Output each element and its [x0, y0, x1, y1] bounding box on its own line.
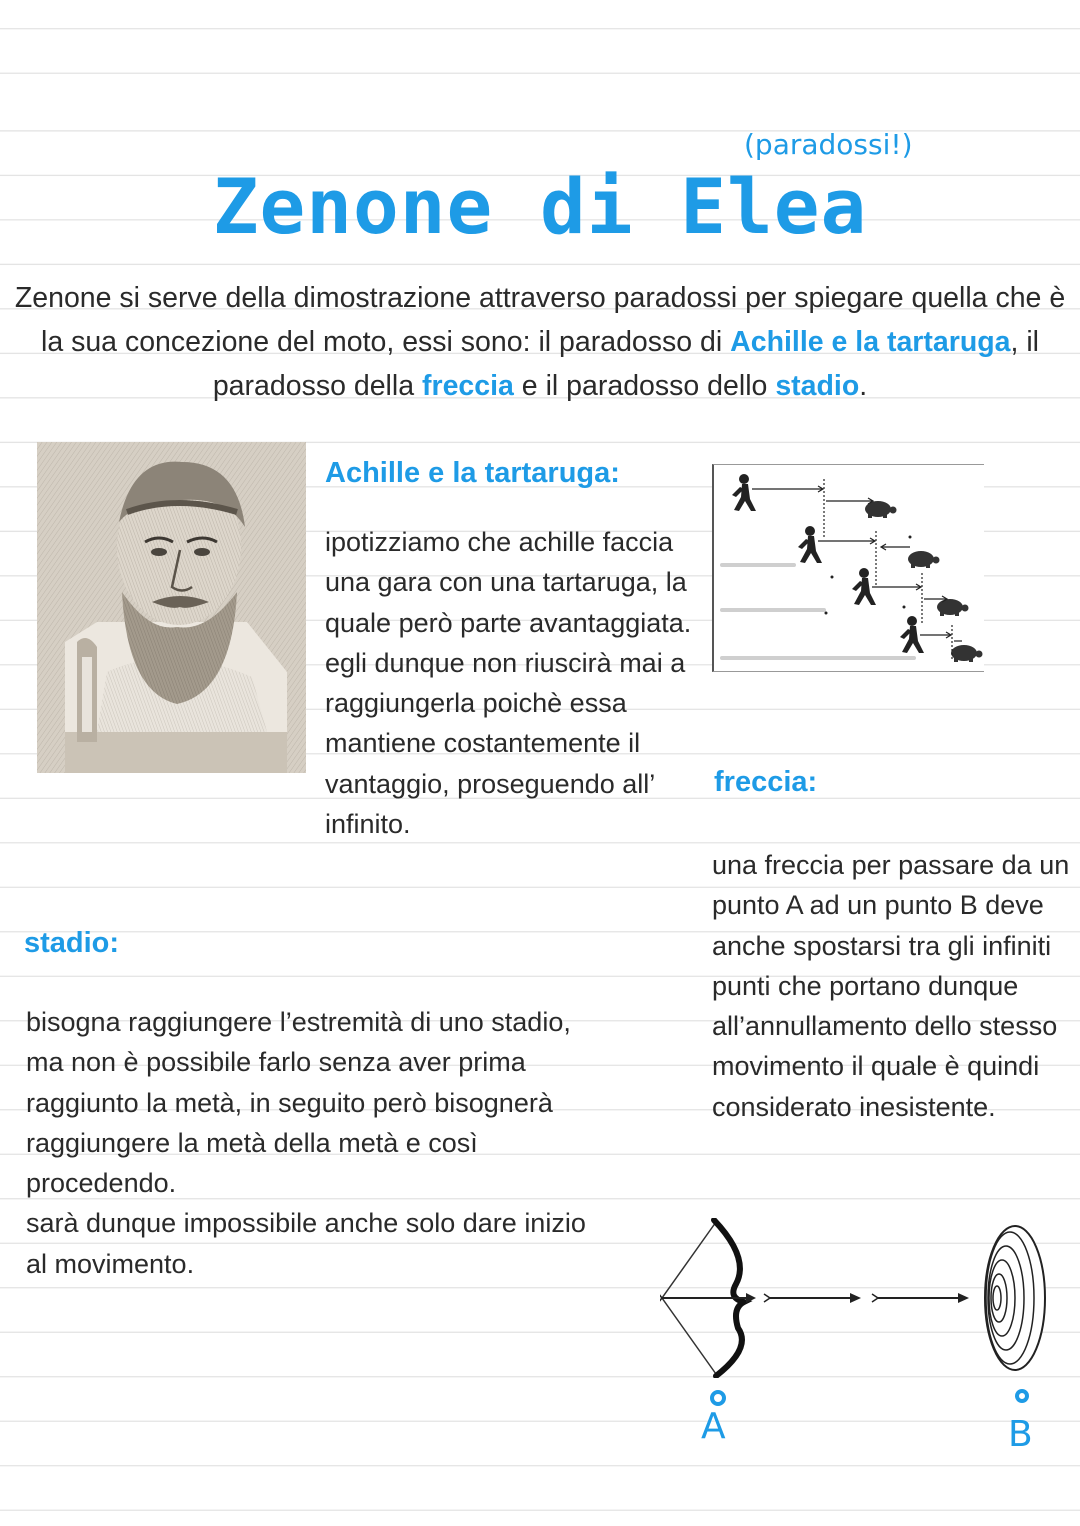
intro-text-4: .: [859, 370, 868, 402]
freccia-heading: freccia:: [714, 766, 818, 798]
point-b-label: B: [1008, 1414, 1033, 1455]
achille-text: ipotizziamo che achille faccia una gara con una tartaruga, la quale però parte avantaggiata. egli dunque non riuscirà mai a raggiungerla poichè essa mantiene costantemente il vantaggio, proseguendo all’ infinito.: [325, 527, 692, 840]
achilles-tortoise-drawing: [714, 465, 984, 671]
zeno-bust-drawing: [37, 442, 306, 773]
page-title: Zenone di Elea: [212, 162, 868, 251]
highlight-freccia: freccia: [421, 370, 514, 402]
point-a-label: A: [701, 1406, 726, 1447]
intro-text-3: e il paradosso dello: [513, 370, 776, 402]
bow-arrow-target-drawing: [660, 1218, 1050, 1378]
stadio-heading: stadio:: [24, 927, 120, 959]
freccia-text: una freccia per passare da un punto A ad un punto B deve anche spostarsi tra gli infiniti punti che portano dunque all’annullamento dello stesso movimento il quale è quindi considerato inesistente.: [712, 850, 1070, 1122]
stadio-text: [26, 1002, 606, 1284]
point-b-marker: [1010, 1384, 1034, 1408]
intro-text-2: , il paradosso della: [212, 326, 1039, 402]
achilles-tortoise-diagram: [712, 464, 984, 672]
intro-text-1: Zenone si serve della dimostrazione attraverso paradossi per spiegare quella che è la sua concezione del moto, essi sono: il paradosso di: [14, 282, 1066, 358]
achille-heading: Achille e la tartaruga:: [325, 457, 620, 489]
highlight-achille: Achille e la tartaruga: [730, 326, 1011, 358]
highlight-stadio: stadio: [775, 370, 860, 402]
intro-paragraph: [0, 276, 1080, 408]
stadio-text-1: bisogna raggiungere l’estremità di uno stadio, ma non è possibile farlo senza aver prima raggiunto la metà, in seguito però bisognerà raggiungere la metà della metà e così procedendo.: [26, 1007, 571, 1199]
bow-arrow-target-diagram: [660, 1218, 1050, 1378]
stadio-text-2: sarà dunque impossibile anche solo dare inizio al movimento.: [26, 1208, 586, 1279]
paradoxes-note: (paradossi!): [744, 128, 913, 161]
zeno-bust-image: [37, 442, 306, 773]
